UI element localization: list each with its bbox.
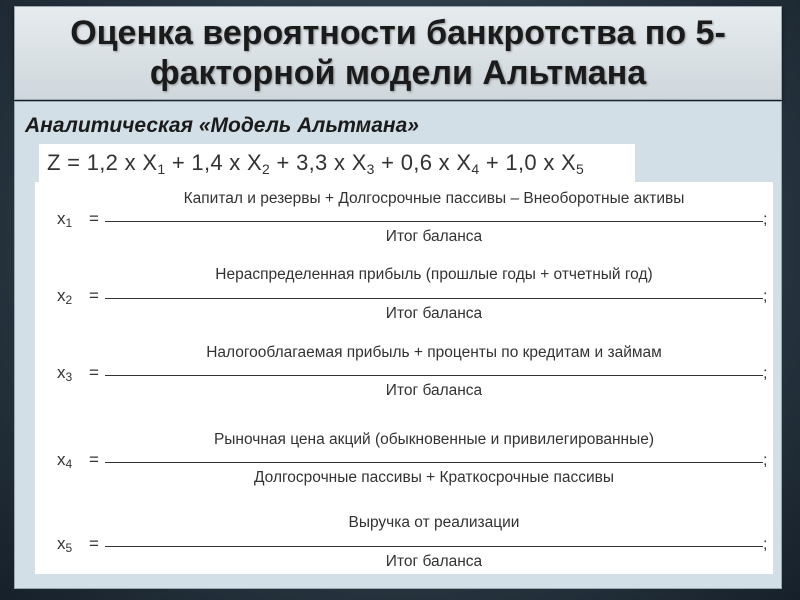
ratio-variable: $x_5$ [57,534,73,555]
formula-var: X [561,150,577,175]
ratio-variable: $x_4$ [57,450,73,471]
formula-coef: 0,6 [400,150,433,175]
formula-sub: 3 [366,161,375,177]
equals-sign: = [89,363,99,382]
ratio-variable: $x_3$ [57,363,73,384]
ratio-denominator: Итог баланса [385,305,483,322]
z-formula: Z = 1,2 x $X_1 + 1,4$ x $X_2 + 3,3$ x $X_3 + 0,6$ x $X_4 + 1,0$ x $X_5$ [47,150,585,177]
slide-title: Оценка вероятности банкротства по 5- факторной модели Альтмана [70,14,726,92]
ratio-suffix: ; [763,452,768,469]
fraction-line [105,462,763,463]
formula-var: X [456,150,472,175]
formula-sub: 5 [576,161,585,177]
ratio-numerator: Выручка от реализации [348,514,520,531]
title-bar [14,6,782,100]
ratio-denominator: Долгосрочные пассивы + Краткосрочные пассивы [254,469,614,486]
formula-sub: 1 [157,161,166,177]
formula-sub: 2 [262,161,271,177]
fraction-line [105,221,763,222]
ratio-numerator: Рыночная цена акций (обыкновенные и привилегированные) [213,431,655,448]
formula-var: X [247,150,262,175]
ratio-denominator: Итог баланса [385,382,483,399]
ratio-denominator: Итог баланса [385,553,483,570]
ratio-numerator: Налогооблагаемая прибыль + проценты по кредитам и займам [206,344,662,361]
equals-sign: = [89,209,99,228]
formula-coef: 1,4 [191,150,223,175]
formula-coef: 1,0 [505,150,537,175]
fraction-line [105,375,763,376]
equals-sign: = [89,450,99,469]
formula-var: X [142,150,158,175]
ratio-numerator: Капитал и резервы + Долгосрочные пассивы – Внеоборотные активы [183,190,685,207]
subtitle: Аналитическая «Модель Альтмана» [25,114,419,137]
ratio-variable: $x_2$ [57,286,73,307]
ratio-suffix: ; [763,536,768,553]
equals-sign: = [89,286,99,305]
formula-box [39,144,635,182]
formula-var: X [351,150,367,175]
formula-coef: 1,2 [86,150,119,175]
formula-lhs: Z [47,150,61,175]
formula-sub: 4 [471,161,480,177]
equals-sign: = [89,534,99,553]
ratio-denominator: Итог баланса [385,228,483,245]
content-area [14,101,782,589]
ratio-numerator: Нераспределенная прибыль (прошлые годы + отчетный год) [215,266,653,283]
formula-coef: 3,3 [296,150,328,175]
fraction-line [105,546,763,547]
fraction-line [105,298,763,299]
ratio-suffix: ; [763,365,768,382]
ratio-suffix: ; [763,211,768,228]
ratio-variable: $x_1$ [57,209,73,230]
ratios-panel [35,182,773,574]
ratio-suffix: ; [763,288,768,305]
